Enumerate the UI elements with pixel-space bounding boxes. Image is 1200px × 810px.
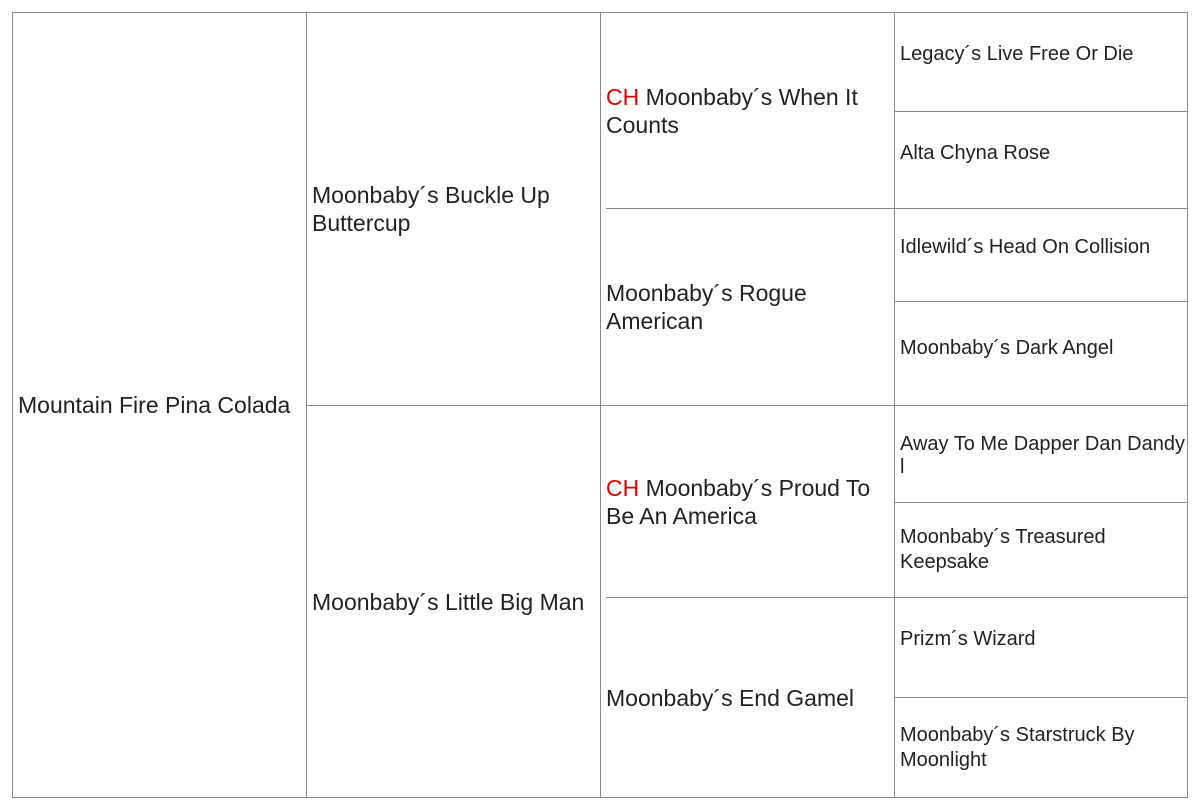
great-grandparent-name[interactable]: Moonbaby´s Starstruck By Moonlight: [900, 723, 1135, 771]
great-grandparent-cell: [895, 13, 1187, 96]
champion-title: CH: [606, 474, 640, 501]
pedigree-chart: [12, 12, 1188, 798]
grandparent-cell: [601, 13, 894, 208]
great-grandparent-name[interactable]: Prizm´s Wizard: [900, 628, 1036, 650]
great-grandparent-name[interactable]: Alta Chyna Rose: [900, 141, 1051, 164]
grandparent-cell: [601, 209, 894, 405]
great-grandparent-name[interactable]: Moonbaby´s Treasured Keepsake: [900, 526, 1106, 573]
subject-cell: [13, 13, 306, 797]
great-grandparent-cell: [895, 698, 1187, 797]
great-grandparent-cell: [895, 209, 1187, 285]
great-grandparent-cell: [895, 112, 1187, 194]
great-grandparent-name[interactable]: Idlewild´s Head On Collision: [900, 235, 1151, 258]
great-grandparent-cell: [895, 503, 1187, 597]
stray-mark: l: [900, 455, 905, 478]
champion-title: CH: [606, 83, 640, 110]
great-grandparent-cell: [895, 406, 1187, 502]
great-grandparent-cell: [895, 598, 1187, 681]
grandparent-cell: [601, 598, 894, 797]
grandparent-name[interactable]: Moonbaby´s Rogue American: [606, 280, 807, 334]
grandparent-name[interactable]: CH Moonbaby´s Proud To Be An America: [606, 474, 871, 529]
grandparent-name[interactable]: CH Moonbaby´s When It Counts: [606, 83, 858, 138]
great-grandparent-name[interactable]: Moonbaby´s Dark Angel: [900, 336, 1114, 359]
great-grandparent-name[interactable]: Legacy´s Live Free Or Die: [900, 43, 1134, 65]
great-grandparent-name[interactable]: Away To Me Dapper Dan Dandy l: [900, 432, 1185, 478]
sire-name[interactable]: Moonbaby´s Buckle Up Buttercup: [312, 182, 550, 236]
grandparent-name[interactable]: Moonbaby´s End Gamel: [606, 684, 855, 711]
grandparent-cell: [601, 406, 894, 597]
great-grandparent-cell: [895, 302, 1187, 394]
sire-cell: [307, 13, 600, 405]
dam-name[interactable]: Moonbaby´s Little Big Man: [312, 588, 585, 615]
dam-cell: [307, 406, 600, 797]
subject-name[interactable]: Mountain Fire Pina Colada: [18, 392, 291, 418]
